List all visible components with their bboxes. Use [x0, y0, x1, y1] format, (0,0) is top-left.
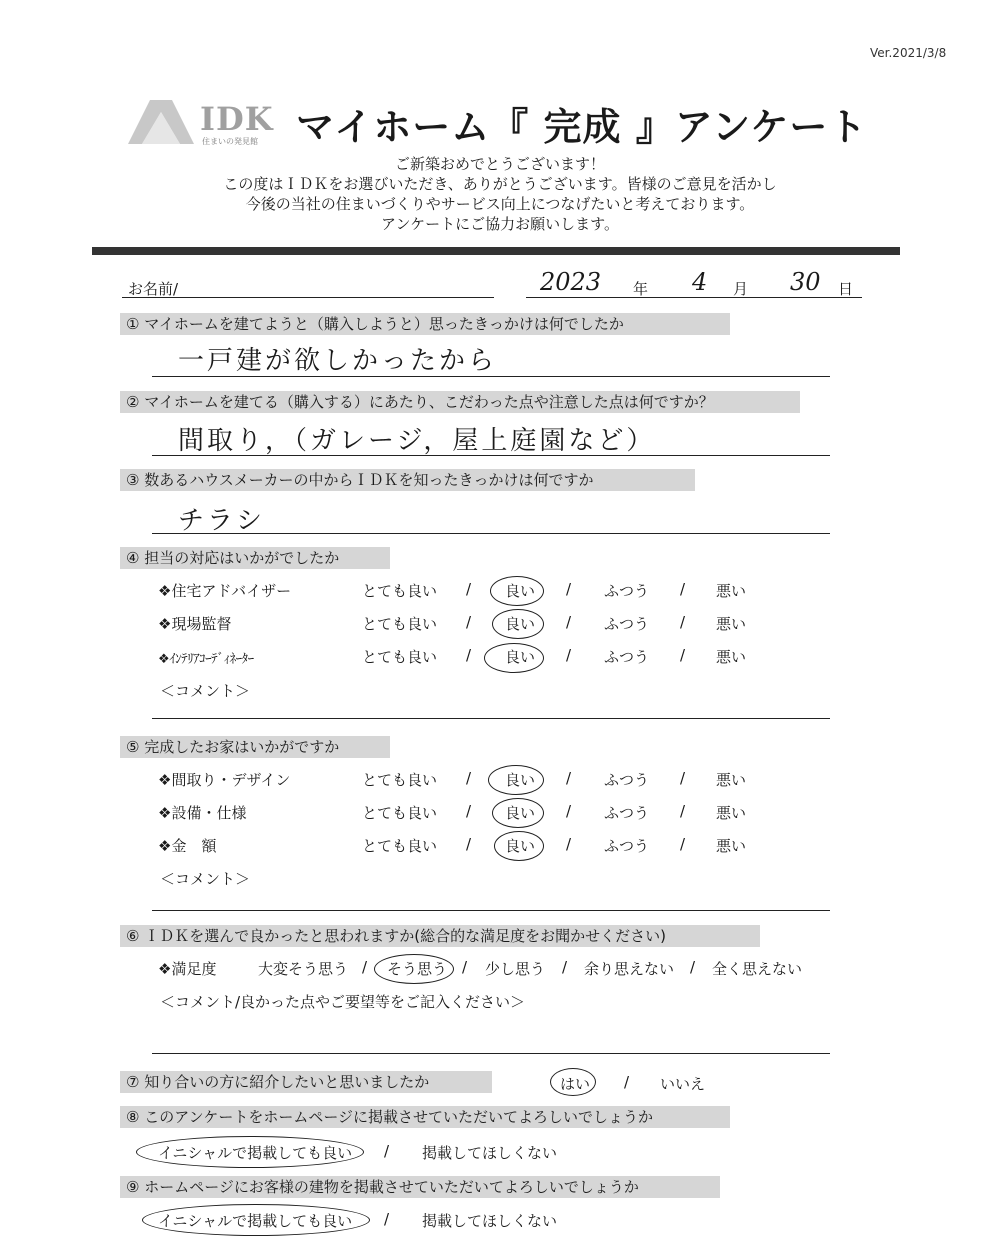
- separator: /: [466, 580, 472, 598]
- answer-3-line: [152, 533, 830, 534]
- q5-comment-label: ＜コメント＞: [160, 870, 251, 888]
- option-not-at-all[interactable]: 全く思えない: [712, 960, 803, 978]
- separator: /: [384, 1142, 390, 1160]
- answer-3: チラシ: [178, 506, 266, 536]
- question-2: ② マイホームを建てる（購入する）にあたり、こだわった点や注意した点は何ですか？: [120, 391, 800, 413]
- separator: /: [566, 835, 572, 853]
- q6-comment-line[interactable]: [152, 1053, 830, 1054]
- separator: /: [680, 769, 686, 787]
- page-title: マイホーム『 完成 』アンケート: [296, 105, 868, 149]
- question-6: ⑥ ＩＤＫを選んで良かったと思われますか(総合的な満足度をお聞かせください): [120, 925, 760, 947]
- separator: /: [680, 802, 686, 820]
- option-bad[interactable]: 悪い: [716, 804, 747, 822]
- q4-row-label: ❖ｲﾝﾃﾘｱｺｰﾃﾞｨﾈｰﾀｰ: [158, 652, 254, 667]
- option-yes[interactable]: はい: [560, 1075, 591, 1093]
- q5-comment-line[interactable]: [152, 910, 830, 911]
- option-bad[interactable]: 悪い: [716, 837, 747, 855]
- separator: /: [680, 646, 686, 664]
- selected-circle-mark: [490, 576, 544, 606]
- separator: /: [466, 802, 472, 820]
- idk-logo-tagline: 住まいの発見館: [202, 137, 258, 146]
- date-field[interactable]: [526, 297, 862, 298]
- separator: /: [566, 802, 572, 820]
- option-bad[interactable]: 悪い: [716, 771, 747, 789]
- option-very-good[interactable]: とても良い: [362, 804, 438, 822]
- q4-comment-label: ＜コメント＞: [160, 682, 251, 700]
- separator: /: [362, 958, 368, 976]
- answer-1-line: [152, 376, 830, 377]
- date-day: 30: [790, 268, 821, 296]
- option-normal[interactable]: ふつう: [604, 771, 650, 789]
- selected-circle-mark: [374, 954, 454, 984]
- intro-line: この度はＩＤＫをお選びいただき、ありがとうございます。皆様のご意見を活かし: [223, 175, 777, 193]
- question-9: ⑨ ホームページにお客様の建物を掲載させていただいてよろしいでしょうか: [120, 1176, 720, 1198]
- separator: /: [384, 1210, 390, 1228]
- intro-text: [90, 154, 910, 234]
- option-bad[interactable]: 悪い: [716, 582, 747, 600]
- option-normal[interactable]: ふつう: [604, 804, 650, 822]
- date-year-unit: 年: [633, 280, 649, 298]
- option-bad[interactable]: 悪い: [716, 648, 747, 666]
- q4-comment-line[interactable]: [152, 718, 830, 719]
- name-field[interactable]: [122, 297, 494, 298]
- option-very-good[interactable]: とても良い: [362, 837, 438, 855]
- selected-circle-mark: [142, 1204, 370, 1236]
- q5-row-label: ❖設備・仕様: [158, 804, 247, 822]
- idk-logo-mark-icon: [128, 100, 194, 144]
- intro-line: 今後の当社の住まいづくりやサービス向上につなげたいと考えております。: [245, 195, 755, 213]
- option-very-good[interactable]: とても良い: [362, 615, 438, 633]
- separator: /: [466, 769, 472, 787]
- q6-row-label: ❖満足度: [158, 960, 217, 978]
- option-agree[interactable]: そう思う: [387, 960, 448, 978]
- idk-logo: IDK: [200, 100, 274, 138]
- q6-row-satisfaction: [0, 958, 1000, 982]
- option-normal[interactable]: ふつう: [604, 582, 650, 600]
- separator: /: [562, 958, 568, 976]
- selected-circle-mark: [484, 643, 544, 673]
- option-good[interactable]: 良い: [505, 837, 536, 855]
- date-month: 4: [692, 268, 708, 296]
- question-4: ④ 担当の対応はいかがでしたか: [120, 547, 390, 569]
- option-good[interactable]: 良い: [505, 615, 536, 633]
- q4-row-label: ❖住宅アドバイザー: [158, 582, 292, 600]
- separator: /: [690, 958, 696, 976]
- selected-circle-mark: [136, 1136, 364, 1168]
- option-initials-ok[interactable]: イニシャルで掲載しても良い: [158, 1144, 353, 1162]
- separator: /: [566, 769, 572, 787]
- option-strongly-agree[interactable]: 大変そう思う: [258, 960, 349, 978]
- question-1: ① マイホームを建てようと（購入しようと）思ったきっかけは何でしたか: [120, 313, 730, 335]
- separator: /: [566, 613, 572, 631]
- intro-line: アンケートにご協力お願いします。: [381, 215, 619, 233]
- q5-row-label: ❖間取り・デザイン: [158, 771, 291, 789]
- option-good[interactable]: 良い: [505, 771, 536, 789]
- q6-comment-label: ＜コメント/良かった点やご要望等をご記入ください＞: [160, 993, 526, 1011]
- date-month-unit: 月: [733, 280, 749, 298]
- option-normal[interactable]: ふつう: [604, 837, 650, 855]
- date-year: 2023: [540, 268, 602, 296]
- separator: /: [462, 958, 468, 976]
- separator: /: [680, 613, 686, 631]
- answer-1: 一戸建が欲しかったから: [178, 346, 498, 376]
- date-day-unit: 日: [838, 280, 854, 298]
- option-initials-ok[interactable]: イニシャルで掲載しても良い: [158, 1212, 353, 1230]
- intro-line: ご新築おめでとうございます！: [394, 155, 605, 173]
- question-8: ⑧ このアンケートをホームページに掲載させていただいてよろしいでしょうか: [120, 1106, 730, 1128]
- question-7: ⑦ 知り合いの方に紹介したいと思いましたか: [120, 1071, 492, 1093]
- separator: /: [466, 646, 472, 664]
- q7-options: [0, 1073, 1000, 1097]
- option-good[interactable]: 良い: [505, 804, 536, 822]
- option-good[interactable]: 良い: [505, 582, 536, 600]
- option-do-not-publish[interactable]: 掲載してほしくない: [422, 1144, 558, 1162]
- question-3: ③ 数あるハウスメーカーの中からＩＤＫを知ったきっかけは何ですか: [120, 469, 695, 491]
- option-normal[interactable]: ふつう: [604, 615, 650, 633]
- q4-row-label: ❖現場監督: [158, 615, 232, 633]
- version-label: Ver.2021/3/8: [870, 46, 947, 60]
- separator: /: [680, 835, 686, 853]
- option-normal[interactable]: ふつう: [604, 648, 650, 666]
- separator: /: [466, 613, 472, 631]
- separator: /: [466, 835, 472, 853]
- selected-circle-mark: [488, 765, 544, 795]
- option-no[interactable]: いいえ: [660, 1075, 706, 1093]
- q5-row-label: ❖金 額: [158, 837, 217, 855]
- answer-2-line: [152, 455, 830, 456]
- option-do-not-publish[interactable]: 掲載してほしくない: [422, 1212, 558, 1230]
- header-divider: [92, 247, 900, 255]
- option-bad[interactable]: 悪い: [716, 615, 747, 633]
- option-good[interactable]: 良い: [505, 648, 536, 666]
- option-very-good[interactable]: とても良い: [362, 771, 438, 789]
- selected-circle-mark: [492, 609, 544, 639]
- separator: /: [566, 646, 572, 664]
- question-5: ⑤ 完成したお家はいかがですか: [120, 736, 390, 758]
- option-somewhat[interactable]: 少し思う: [485, 960, 546, 978]
- separator: /: [624, 1073, 630, 1091]
- answer-2: 間取り，（ガレージ，屋上庭園など）: [178, 426, 656, 456]
- separator: /: [566, 580, 572, 598]
- option-not-really[interactable]: 余り思えない: [584, 960, 675, 978]
- selected-circle-mark: [494, 831, 544, 861]
- selected-circle-mark: [492, 798, 544, 828]
- option-very-good[interactable]: とても良い: [362, 582, 438, 600]
- selected-circle-mark: [550, 1068, 596, 1096]
- name-label: お名前/: [128, 280, 179, 298]
- option-very-good[interactable]: とても良い: [362, 648, 438, 666]
- separator: /: [680, 580, 686, 598]
